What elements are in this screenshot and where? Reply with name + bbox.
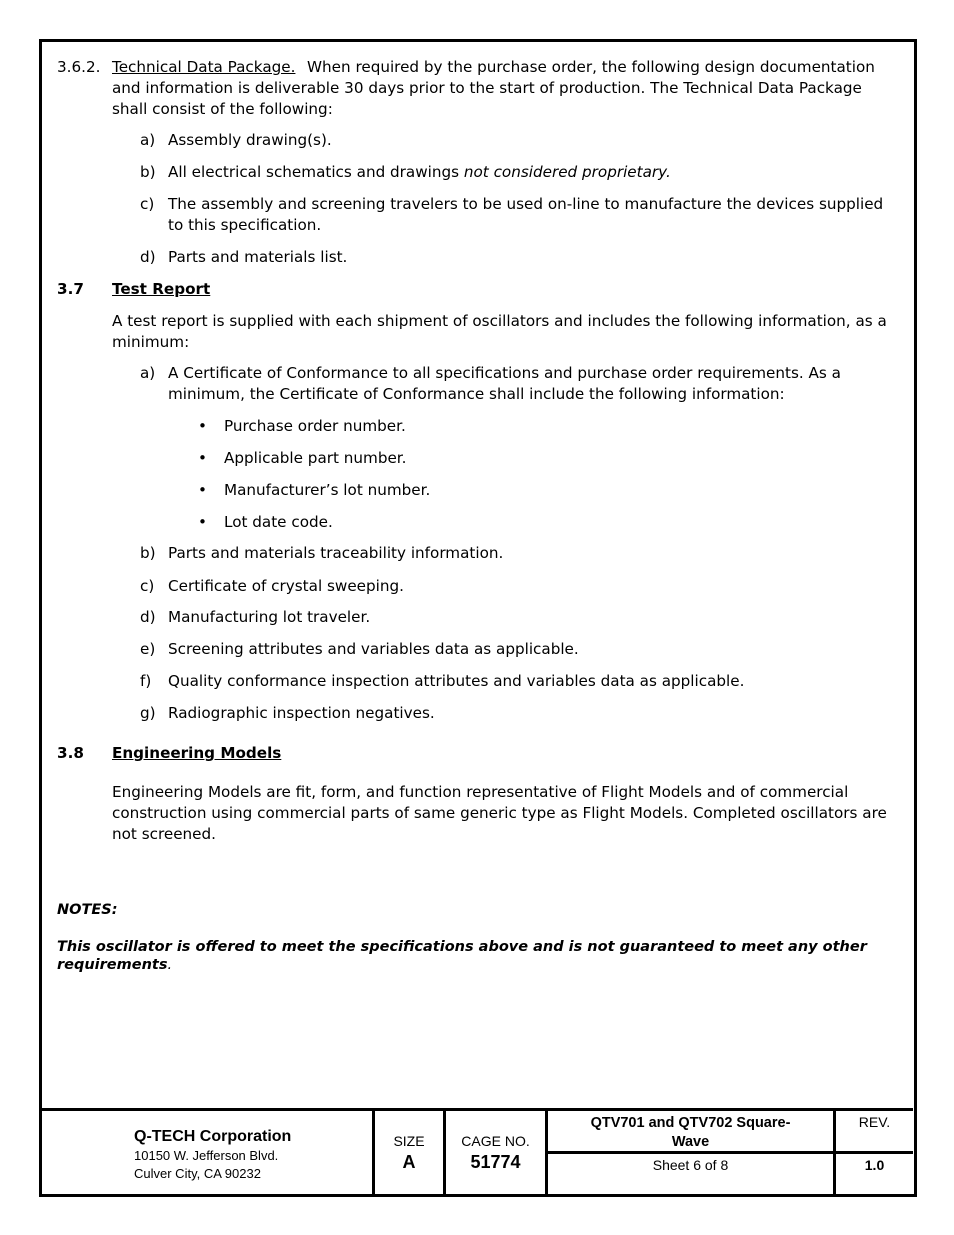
list-item: Parts and materials list.: [168, 248, 348, 266]
list-item: Quality conformance inspection attributes and variables data as applicable.: [168, 672, 745, 690]
bullet-icon: •: [198, 417, 207, 435]
size-label: SIZE: [393, 1133, 425, 1149]
list-label: a): [140, 131, 156, 149]
title-block: [41, 1108, 913, 1194]
section-title: Technical Data Package.: [112, 58, 296, 76]
list-item: The assembly and screening travelers to be used on-line to manufacture the devices supplied: [168, 195, 884, 213]
list-item: Screening attributes and variables data as applicable.: [168, 640, 579, 658]
bullet-icon: •: [198, 481, 207, 499]
list-item: Manufacturing lot traveler.: [168, 608, 371, 626]
section-title: Engineering Models: [112, 744, 282, 762]
paragraph-line: A test report is supplied with each shipment of oscillators and includes the following information, as a: [112, 312, 887, 330]
section-number: 3.7: [57, 280, 84, 298]
list-label: g): [140, 704, 156, 722]
bullet-item: Purchase order number.: [224, 417, 406, 435]
list-item: A Certificate of Conformance to all specifications and purchase order requirements. As a: [168, 364, 841, 382]
list-item: Assembly drawing(s).: [168, 131, 332, 149]
cage-value: 51774: [470, 1152, 521, 1172]
list-label: d): [140, 248, 156, 266]
paragraph-line: When required by the purchase order, the following design documentation: [307, 58, 875, 76]
company-city: Culver City, CA 90232: [134, 1166, 261, 1181]
paragraph-line: minimum:: [112, 333, 190, 351]
company-name: Q-TECH Corporation: [134, 1128, 292, 1145]
rev-label: REV.: [858, 1114, 891, 1130]
list-label: c): [140, 577, 155, 595]
bullet-item: Applicable part number.: [224, 449, 407, 467]
section-title: Test Report: [112, 280, 211, 298]
paragraph-line: not screened.: [112, 825, 216, 843]
list-label: a): [140, 364, 156, 382]
paragraph-line: and information is deliverable 30 days prior to the start of production. The Technical Data Package: [112, 79, 862, 97]
section-number: 3.6.2.: [57, 58, 101, 76]
list-label: e): [140, 640, 156, 658]
list-item: Certificate of crystal sweeping.: [168, 577, 404, 595]
list-item: Parts and materials traceability information.: [168, 544, 504, 562]
sheet-number: Sheet 6 of 8: [652, 1157, 729, 1173]
cage-label: CAGE NO.: [461, 1133, 530, 1149]
list-item: Radiographic inspection negatives.: [168, 704, 435, 722]
section-number: 3.8: [57, 744, 84, 762]
document-title: QTV701 and QTV702 Square- Wave: [590, 1115, 791, 1150]
notes-line: This oscillator is offered to meet the specifications above and is not guaranteed to meet any other: [57, 939, 867, 955]
size-value: A: [402, 1152, 416, 1172]
list-label: c): [140, 195, 155, 213]
bullet-icon: •: [198, 513, 207, 531]
list-item-continuation: to this specification.: [168, 216, 322, 234]
notes-line: requirements.: [57, 957, 173, 973]
company-address: 10150 W. Jefferson Blvd.: [134, 1148, 279, 1163]
notes-heading: NOTES:: [57, 902, 118, 918]
paragraph-line: shall consist of the following:: [112, 100, 333, 118]
list-item: All electrical schematics and drawings not considered proprietary.: [168, 163, 671, 181]
list-label: b): [140, 163, 156, 181]
rev-value: 1.0: [864, 1157, 885, 1173]
list-label: b): [140, 544, 156, 562]
list-label: d): [140, 608, 156, 626]
bullet-item: Lot date code.: [224, 513, 333, 531]
bullet-item: Manufacturer’s lot number.: [224, 481, 431, 499]
bullet-icon: •: [198, 449, 207, 467]
list-item-continuation: minimum, the Certificate of Conformance shall include the following information:: [168, 385, 785, 403]
paragraph-line: construction using commercial parts of same generic type as Flight Models. Completed oscillators are: [112, 804, 887, 822]
paragraph-line: Engineering Models are fit, form, and function representative of Flight Models and of commercial: [112, 783, 849, 801]
list-label: f): [140, 672, 152, 690]
